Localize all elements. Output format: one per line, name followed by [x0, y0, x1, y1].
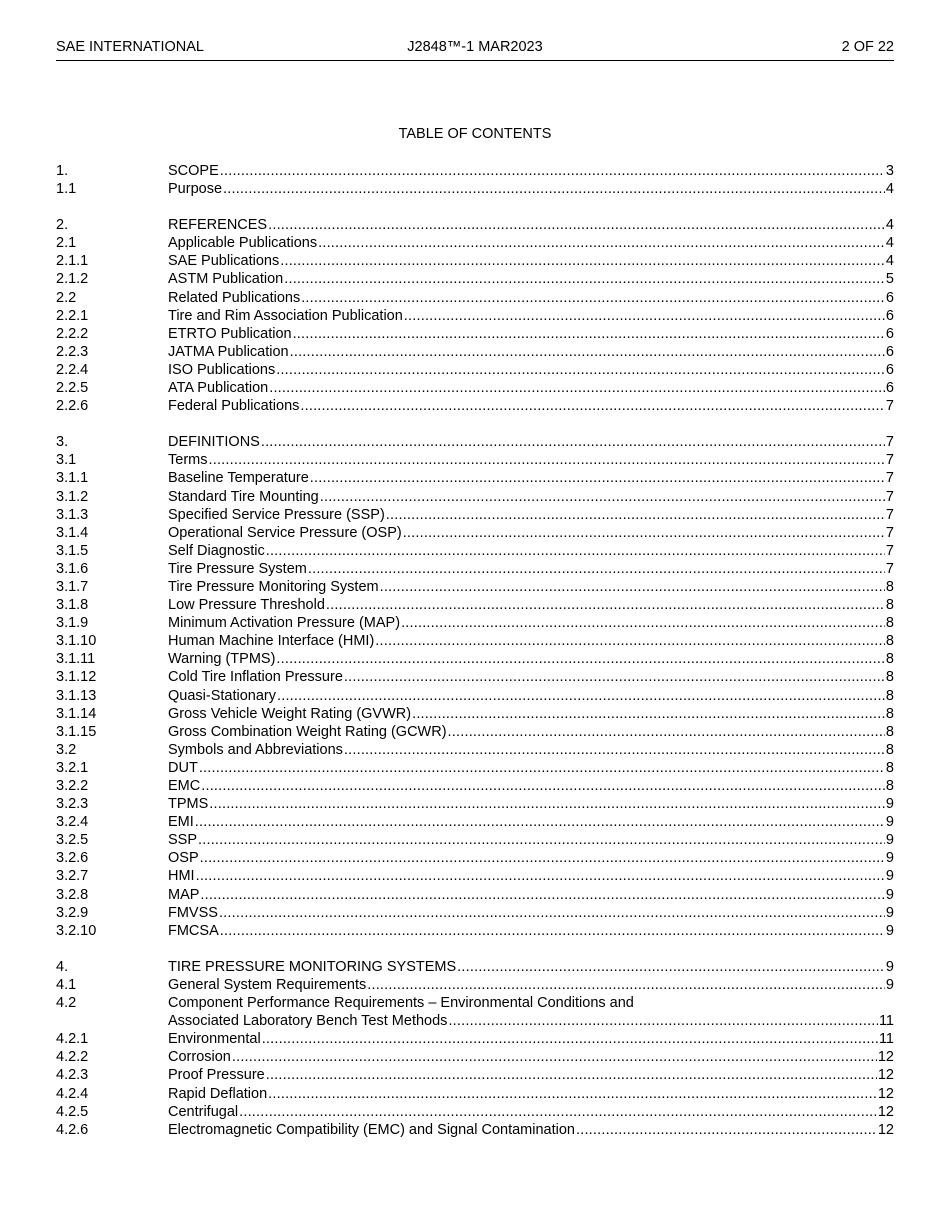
toc-entry-number: 3.2.8 — [56, 886, 89, 903]
toc-entry[interactable] — [56, 886, 894, 904]
toc-entry-page: 11 — [878, 1013, 894, 1030]
toc-entry[interactable] — [56, 180, 894, 198]
dot-leader — [269, 379, 885, 397]
toc-entry[interactable] — [56, 542, 894, 560]
dot-leader — [290, 343, 885, 361]
toc-entry-number: 3.1.11 — [56, 651, 96, 668]
toc-entry[interactable] — [56, 994, 894, 1030]
toc-entry-page: 6 — [885, 307, 894, 324]
toc-entry[interactable] — [56, 1121, 894, 1139]
header-page-number: 2 OF 22 — [841, 39, 894, 55]
dot-leader — [457, 958, 885, 976]
toc-entry[interactable] — [56, 596, 894, 614]
toc-entry-number: 3.1.13 — [56, 687, 97, 704]
toc-entry-page: 7 — [885, 470, 894, 487]
toc-entry-title: TPMS — [168, 796, 209, 813]
toc-entry-page: 12 — [877, 1085, 894, 1102]
toc-entry[interactable] — [56, 1103, 894, 1121]
toc-entry-title: Gross Combination Weight Rating (GCWR) — [168, 723, 447, 740]
toc-entry-page: 3 — [885, 163, 894, 179]
toc-entry-page: 9 — [885, 868, 894, 885]
toc-entry[interactable] — [56, 723, 894, 741]
toc-entry[interactable] — [56, 1066, 894, 1084]
toc-entry[interactable] — [56, 922, 894, 940]
toc-entry-title: SAE Publications — [168, 253, 280, 270]
toc-entry-number: 4.2.1 — [56, 1031, 89, 1048]
toc-entry-page: 7 — [885, 506, 894, 523]
toc-entry-page: 8 — [885, 615, 894, 632]
toc-entry[interactable] — [56, 578, 894, 596]
dot-leader — [201, 777, 885, 795]
toc-entry-title: Baseline Temperature — [168, 470, 309, 487]
dot-leader — [320, 488, 885, 506]
toc-entry-number: 2.2.4 — [56, 361, 89, 378]
toc-entry-page: 8 — [885, 669, 894, 686]
dot-leader — [344, 668, 885, 686]
toc-entry-page: 8 — [885, 741, 894, 758]
dot-leader — [220, 162, 885, 180]
toc-entry-page: 9 — [885, 976, 894, 993]
table-of-contents — [56, 162, 894, 1139]
toc-entry-number: 2.1 — [56, 235, 77, 252]
dot-leader — [318, 234, 885, 252]
toc-entry-title: Standard Tire Mounting — [168, 488, 319, 505]
toc-entry[interactable] — [56, 325, 894, 343]
toc-entry-title: SSP — [168, 832, 198, 849]
toc-entry[interactable] — [56, 705, 894, 723]
toc-entry[interactable] — [56, 397, 894, 415]
toc-entry-number: 2.2.2 — [56, 325, 89, 342]
dot-leader — [239, 1103, 877, 1121]
toc-entry-title: DUT — [168, 759, 198, 776]
toc-entry[interactable] — [56, 759, 894, 777]
header-document-id: J2848™-1 MAR2023 — [407, 39, 543, 55]
toc-entry-page: 8 — [885, 633, 894, 650]
dot-leader — [375, 632, 885, 650]
toc-entry-page: 9 — [885, 922, 894, 939]
toc-entry-number: 3.1.4 — [56, 524, 89, 541]
toc-entry[interactable] — [56, 524, 894, 542]
dot-leader — [448, 1012, 878, 1030]
toc-entry[interactable] — [56, 632, 894, 650]
toc-entry-number: 2.1.2 — [56, 271, 89, 288]
dot-leader — [326, 596, 885, 614]
dot-leader — [412, 705, 885, 723]
toc-entry-title-line1: Component Performance Requirements – Environmental Conditions and — [168, 995, 634, 1012]
toc-entry[interactable] — [56, 361, 894, 379]
toc-entry-title: FMCSA — [168, 922, 219, 939]
page-header — [56, 38, 894, 61]
toc-entry-page: 8 — [885, 597, 894, 614]
toc-entry-title: JATMA Publication — [168, 343, 289, 360]
dot-leader — [276, 361, 885, 379]
toc-entry-title: SCOPE — [168, 163, 219, 179]
toc-entry-number: 3.1.2 — [56, 488, 89, 505]
toc-entry-page: 9 — [885, 904, 894, 921]
toc-entry[interactable] — [56, 687, 894, 705]
toc-entry-page: 7 — [885, 524, 894, 541]
toc-entry-title: Quasi-Stationary — [168, 687, 276, 704]
toc-entry-number: 3.1.12 — [56, 669, 97, 686]
toc-entry-title: ISO Publications — [168, 361, 276, 378]
toc-entry[interactable] — [56, 1048, 894, 1066]
toc-entry[interactable] — [56, 958, 894, 976]
toc-entry-title: EMC — [168, 778, 201, 794]
toc-entry-number: 3.2.9 — [56, 904, 89, 921]
dot-leader — [280, 252, 885, 270]
toc-entry-page: 9 — [885, 814, 894, 831]
dot-leader — [268, 216, 885, 234]
toc-entry-title: Low Pressure Threshold — [168, 597, 325, 614]
toc-entry-number: 3.2.4 — [56, 814, 89, 831]
toc-entry-title: Operational Service Pressure (OSP) — [168, 524, 402, 541]
toc-entry-title: Environmental — [168, 1031, 261, 1048]
toc-entry[interactable] — [56, 904, 894, 922]
toc-entry-number: 3.1.7 — [56, 578, 89, 595]
toc-entry-page: 6 — [885, 361, 894, 378]
dot-leader — [386, 506, 885, 524]
dot-leader — [262, 1030, 878, 1048]
toc-entry-title: DEFINITIONS — [168, 434, 260, 451]
toc-entry[interactable] — [56, 252, 894, 270]
dot-leader — [220, 922, 885, 940]
toc-entry[interactable] — [56, 849, 894, 867]
toc-entry-number: 2.2.5 — [56, 380, 89, 397]
toc-entry-title: Purpose — [168, 181, 223, 198]
toc-entry-title: Tire Pressure Monitoring System — [168, 578, 379, 595]
dot-leader — [404, 307, 885, 325]
toc-entry-page: 8 — [885, 687, 894, 704]
toc-entry-title: Self Diagnostic — [168, 542, 265, 559]
toc-entry[interactable] — [56, 343, 894, 361]
toc-entry-page: 12 — [877, 1103, 894, 1120]
header-organization: SAE INTERNATIONAL — [56, 39, 204, 55]
dot-leader — [223, 180, 885, 198]
toc-entry-page: 7 — [885, 488, 894, 505]
toc-entry-number: 4.2.4 — [56, 1085, 89, 1102]
toc-entry-title: Minimum Activation Pressure (MAP) — [168, 615, 401, 632]
dot-leader — [232, 1048, 877, 1066]
toc-entry-number: 2.2 — [56, 289, 77, 306]
toc-entry-number: 4.1 — [56, 976, 77, 993]
toc-entry-number: 3. — [56, 434, 69, 451]
dot-leader — [195, 813, 885, 831]
toc-entry-title: Associated Laboratory Bench Test Methods — [168, 1013, 448, 1030]
toc-entry[interactable] — [56, 668, 894, 686]
toc-entry[interactable] — [56, 488, 894, 506]
toc-entry[interactable] — [56, 216, 894, 234]
toc-entry[interactable] — [56, 614, 894, 632]
dot-leader — [277, 687, 885, 705]
toc-entry[interactable] — [56, 1085, 894, 1103]
toc-entry-title: Specified Service Pressure (SSP) — [168, 506, 385, 523]
toc-entry-page: 4 — [885, 235, 894, 252]
dot-leader — [196, 867, 885, 885]
toc-entry-page: 6 — [885, 343, 894, 360]
toc-entry-number: 3.2.7 — [56, 868, 89, 885]
toc-entry[interactable] — [56, 777, 894, 795]
toc-entry-title: ETRTO Publication — [168, 325, 292, 342]
toc-entry-number: 4.2.2 — [56, 1049, 89, 1066]
toc-entry-page: 8 — [885, 723, 894, 740]
toc-entry-title: FMVSS — [168, 904, 218, 921]
toc-entry-number: 3.1 — [56, 452, 77, 469]
toc-entry-title: Applicable Publications — [168, 235, 318, 252]
toc-entry[interactable] — [56, 162, 894, 180]
dot-leader — [198, 831, 885, 849]
dot-leader — [344, 741, 885, 759]
toc-entry[interactable] — [56, 976, 894, 994]
toc-entry-title: MAP — [168, 886, 200, 903]
toc-entry-title: Centrifugal — [168, 1103, 239, 1120]
toc-entry[interactable] — [56, 451, 894, 469]
toc-entry[interactable] — [56, 379, 894, 397]
toc-entry[interactable] — [56, 307, 894, 325]
dot-leader — [301, 289, 885, 307]
toc-entry-page: 4 — [885, 217, 894, 234]
dot-leader — [199, 759, 885, 777]
toc-entry-page: 12 — [877, 1121, 894, 1138]
toc-entry-title: Corrosion — [168, 1049, 231, 1066]
toc-entry-number: 3.2.3 — [56, 796, 89, 813]
toc-entry-title: Related Publications — [168, 289, 301, 306]
toc-entry-title: ATA Publication — [168, 380, 269, 397]
toc-entry-number: 4.2 — [56, 995, 77, 1012]
dot-leader — [266, 542, 885, 560]
toc-entry[interactable] — [56, 433, 894, 451]
toc-entry-page: 6 — [885, 325, 894, 342]
dot-leader — [208, 451, 884, 469]
toc-entry-page: 7 — [885, 542, 894, 559]
toc-entry[interactable] — [56, 867, 894, 885]
toc-entry[interactable] — [56, 831, 894, 849]
dot-leader — [367, 976, 885, 994]
toc-entry-title: Proof Pressure — [168, 1067, 265, 1084]
dot-leader — [380, 578, 885, 596]
toc-entry-title: Tire and Rim Association Publication — [168, 307, 403, 324]
toc-entry-page: 7 — [885, 398, 894, 415]
toc-entry-title: Electromagnetic Compatibility (EMC) and Signal Contamination — [168, 1121, 575, 1138]
toc-entry-title: REFERENCES — [168, 217, 268, 234]
toc-entry-page: 12 — [877, 1049, 894, 1066]
toc-entry-number: 3.1.6 — [56, 560, 89, 577]
toc-entry-number: 2.1.1 — [56, 253, 89, 270]
toc-entry-number: 2.2.6 — [56, 398, 89, 415]
toc-entry-number: 3.2.10 — [56, 922, 97, 939]
toc-entry-page: 8 — [885, 778, 894, 794]
toc-entry[interactable] — [56, 741, 894, 759]
toc-entry[interactable] — [56, 506, 894, 524]
toc-entry-number: 3.2.5 — [56, 832, 89, 849]
toc-entry-number: 3.2.1 — [56, 759, 89, 776]
dot-leader — [293, 325, 885, 343]
dot-leader — [308, 560, 885, 578]
toc-entry-title: ASTM Publication — [168, 271, 284, 288]
toc-entry-number: 2.2.3 — [56, 343, 89, 360]
toc-entry[interactable] — [56, 1030, 894, 1048]
toc-entry-title: Symbols and Abbreviations — [168, 741, 343, 758]
toc-entry-title: Federal Publications — [168, 398, 300, 415]
toc-entry-number: 3.1.1 — [56, 470, 89, 487]
toc-entry-number: 4.2.6 — [56, 1121, 89, 1138]
toc-entry-page: 7 — [885, 452, 894, 469]
toc-entry-page: 7 — [885, 560, 894, 577]
toc-entry-page: 7 — [885, 434, 894, 451]
dot-leader — [209, 795, 885, 813]
toc-entry-page: 9 — [885, 832, 894, 849]
toc-entry-number: 3.1.5 — [56, 542, 89, 559]
dot-leader — [300, 397, 885, 415]
toc-entry-page: 9 — [885, 958, 894, 975]
toc-entry-title: Warning (TPMS) — [168, 651, 276, 668]
toc-entry-title: Cold Tire Inflation Pressure — [168, 669, 343, 686]
toc-entry-number: 4. — [56, 958, 69, 975]
dot-leader — [268, 1085, 877, 1103]
dot-leader — [576, 1121, 877, 1139]
toc-entry-number: 4.2.3 — [56, 1067, 89, 1084]
toc-entry-title: Rapid Deflation — [168, 1085, 268, 1102]
dot-leader — [448, 723, 885, 741]
toc-entry-number: 3.1.9 — [56, 615, 89, 632]
toc-entry-page: 9 — [885, 886, 894, 903]
toc-entry-page: 4 — [885, 253, 894, 270]
dot-leader — [403, 524, 885, 542]
toc-entry-page: 6 — [885, 380, 894, 397]
toc-entry[interactable] — [56, 795, 894, 813]
toc-entry-page: 9 — [885, 796, 894, 813]
dot-leader — [401, 614, 885, 632]
dot-leader — [261, 433, 885, 451]
toc-entry-title: General System Requirements — [168, 976, 367, 993]
toc-entry-title: EMI — [168, 814, 194, 831]
toc-entry-number: 3.1.10 — [56, 633, 97, 650]
toc-entry-title: HMI — [168, 868, 195, 885]
toc-entry-number: 3.2.2 — [56, 778, 89, 794]
dot-leader — [200, 886, 885, 904]
dot-leader — [310, 469, 885, 487]
toc-entry-title: TIRE PRESSURE MONITORING SYSTEMS — [168, 958, 457, 975]
toc-entry[interactable] — [56, 270, 894, 288]
toc-entry-page: 8 — [885, 759, 894, 776]
toc-entry-number: 1.1 — [56, 181, 77, 198]
toc-entry-page: 8 — [885, 705, 894, 722]
toc-entry-page: 4 — [885, 181, 894, 198]
toc-entry-page: 5 — [885, 271, 894, 288]
toc-entry-number: 3.1.8 — [56, 597, 89, 614]
toc-entry[interactable] — [56, 813, 894, 831]
toc-entry-title: Tire Pressure System — [168, 560, 307, 577]
toc-entry-number: 4.2.5 — [56, 1103, 89, 1120]
dot-leader — [219, 904, 885, 922]
toc-entry[interactable] — [56, 650, 894, 668]
toc-entry-number: 3.1.14 — [56, 705, 97, 722]
dot-leader — [276, 650, 885, 668]
toc-entry-number: 1. — [56, 163, 69, 179]
toc-entry-number: 3.2.6 — [56, 850, 89, 867]
toc-entry-title: Terms — [168, 452, 208, 469]
toc-entry-title: Gross Vehicle Weight Rating (GVWR) — [168, 705, 412, 722]
toc-entry[interactable] — [56, 234, 894, 252]
toc-entry-page: 9 — [885, 850, 894, 867]
toc-entry-number: 2. — [56, 217, 69, 234]
toc-entry[interactable] — [56, 289, 894, 307]
toc-entry-title: Human Machine Interface (HMI) — [168, 633, 375, 650]
toc-entry[interactable] — [56, 560, 894, 578]
dot-leader — [284, 270, 885, 288]
toc-entry[interactable] — [56, 469, 894, 487]
toc-entry-page: 12 — [877, 1067, 894, 1084]
toc-entry-page: 6 — [885, 289, 894, 306]
dot-leader — [266, 1066, 877, 1084]
toc-entry-number: 2.2.1 — [56, 307, 89, 324]
toc-title: TABLE OF CONTENTS — [398, 126, 552, 142]
toc-entry-page: 8 — [885, 651, 894, 668]
toc-entry-number: 3.1.15 — [56, 723, 97, 740]
toc-entry-page: 8 — [885, 578, 894, 595]
toc-entry-page: 11 — [878, 1031, 894, 1048]
dot-leader — [200, 849, 885, 867]
toc-entry-title: OSP — [168, 850, 199, 867]
toc-entry-number: 3.1.3 — [56, 506, 89, 523]
toc-entry-number: 3.2 — [56, 741, 77, 758]
